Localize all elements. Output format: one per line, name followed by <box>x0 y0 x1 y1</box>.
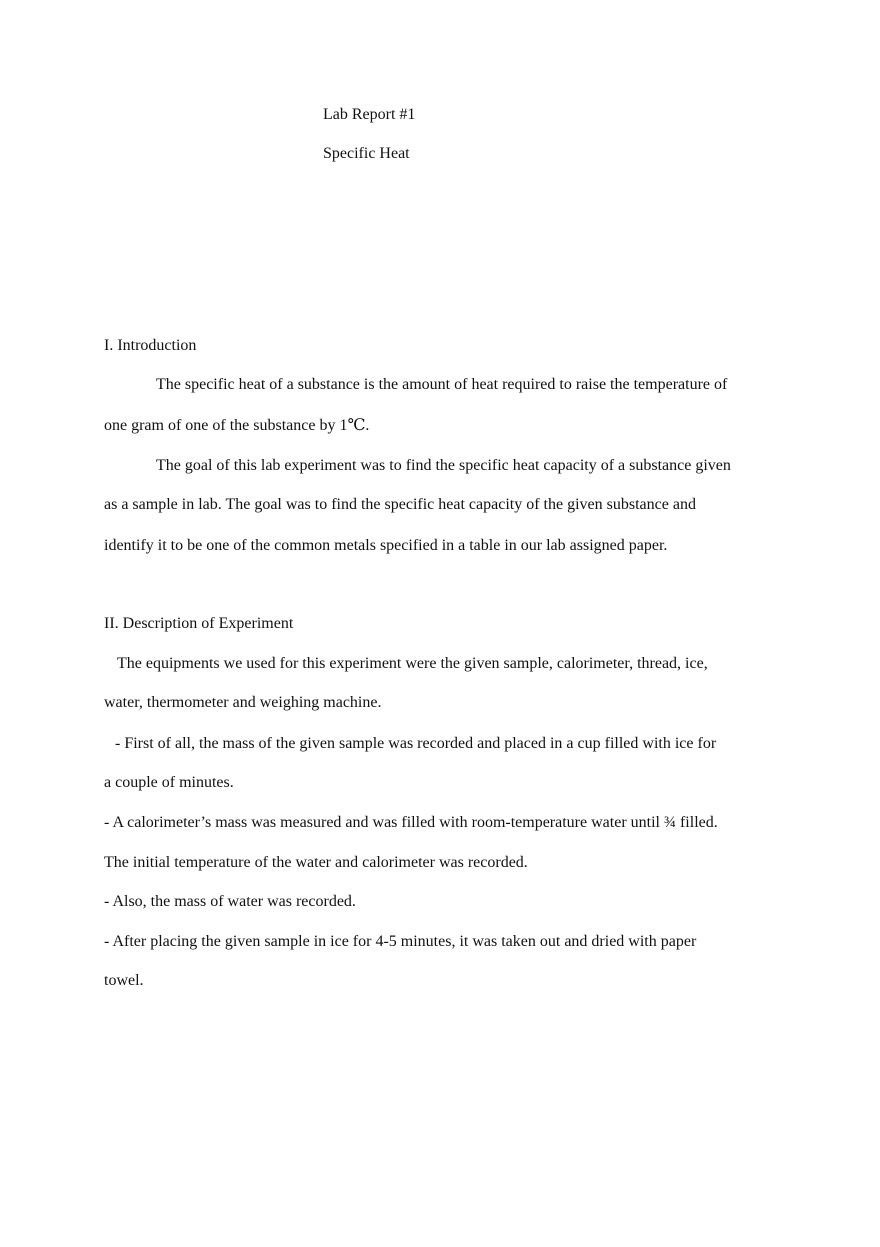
section-heading-description: II. Description of Experiment <box>104 615 294 632</box>
description-line: - First of all, the mass of the given sample was recorded and placed in a cup filled with ice for <box>115 735 717 752</box>
report-subtitle: Specific Heat <box>323 145 410 162</box>
section-heading-introduction: I. Introduction <box>104 337 197 354</box>
intro-paragraph-line: The goal of this lab experiment was to find the specific heat capacity of a substance given <box>156 457 731 474</box>
intro-paragraph-line: identify it to be one of the common metals specified in a table in our lab assigned paper. <box>104 537 668 554</box>
intro-paragraph-line: one gram of one of the substance by 1℃. <box>104 417 370 434</box>
description-line: - After placing the given sample in ice for 4-5 minutes, it was taken out and dried with paper <box>104 933 697 950</box>
description-line: The initial temperature of the water and calorimeter was recorded. <box>104 854 528 871</box>
intro-paragraph-line: as a sample in lab. The goal was to find the specific heat capacity of the given substance and <box>104 496 696 513</box>
description-line: The equipments we used for this experiment were the given sample, calorimeter, thread, ice, <box>117 655 708 672</box>
intro-paragraph-line: The specific heat of a substance is the amount of heat required to raise the temperature of <box>156 376 728 393</box>
description-line: a couple of minutes. <box>104 774 234 791</box>
report-title: Lab Report #1 <box>323 106 416 123</box>
description-line: - A calorimeter’s mass was measured and was filled with room-temperature water until ¾ filled. <box>104 814 718 831</box>
description-line: - Also, the mass of water was recorded. <box>104 893 356 910</box>
description-line: towel. <box>104 972 144 989</box>
description-line: water, thermometer and weighing machine. <box>104 694 382 711</box>
